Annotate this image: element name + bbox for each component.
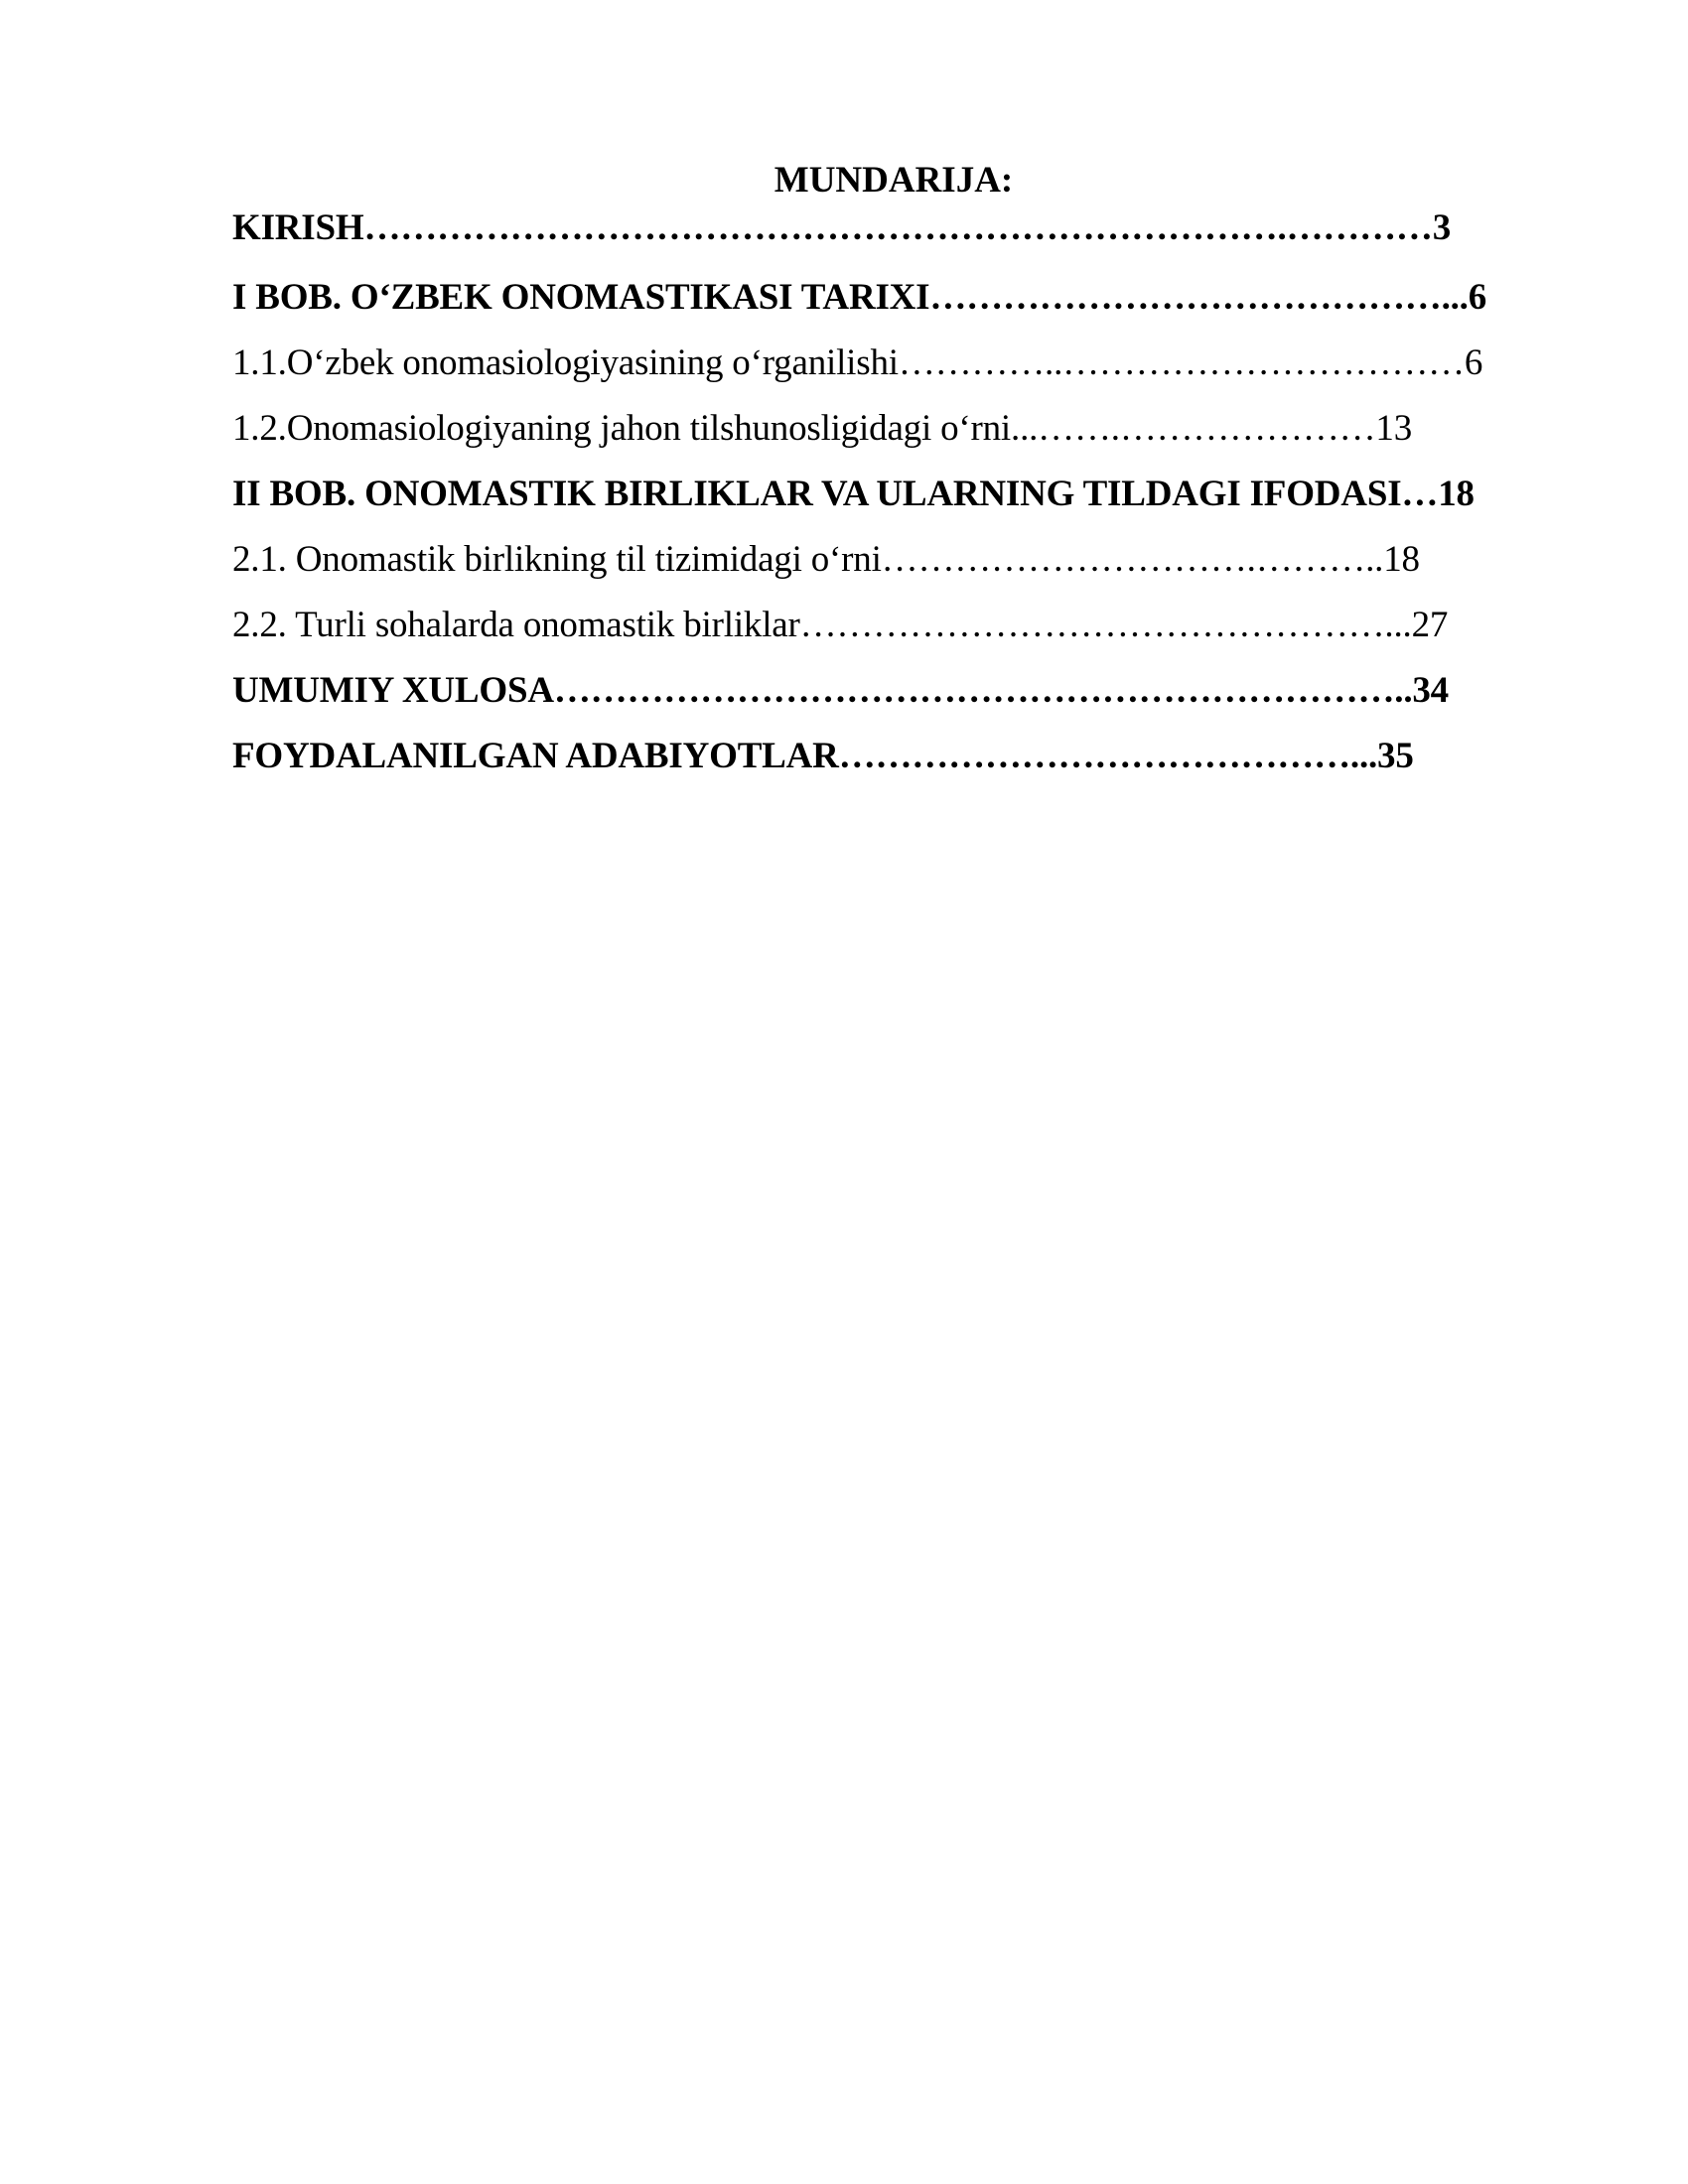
toc-entry-chapter-2: II BOB. ONOMASTIK BIRLIKLAR VA ULARNING TILDAGI IFODASI…18 <box>232 474 1475 514</box>
toc-title: MUNDARIJA: <box>774 160 1014 201</box>
toc-entry-references: FOYDALANILGAN ADABIYOTLAR……………………………………...35 <box>232 736 1414 776</box>
toc-entry-section-2-1: 2.1. Onomastik birlikning til tizimidagi o‘rni………………………….………..18 <box>232 539 1420 580</box>
toc-entry-section-1-1: 1.1.O‘zbek onomasiologiyasining o‘rganilishi…………..……………………………6 <box>232 342 1483 383</box>
toc-entry-conclusion: UMUMIY XULOSA……………………………………………………………..34 <box>232 670 1449 711</box>
toc-entry-kirish: KIRISH………………………………………………………………….…………3 <box>232 207 1452 248</box>
toc-entry-section-2-2: 2.2. Turli sohalarda onomastik birliklar…………………………………………...27 <box>232 605 1449 645</box>
toc-entry-chapter-1: I BOB. O‘ZBEK ONOMASTIKASI TARIXI……………………………………...6 <box>232 277 1487 318</box>
table-of-contents <box>232 157 1553 798</box>
toc-entry-section-1-2: 1.2.Onomasiologiyaning jahon tilshunosligidagi o‘rni...…….…………………13 <box>232 408 1413 449</box>
